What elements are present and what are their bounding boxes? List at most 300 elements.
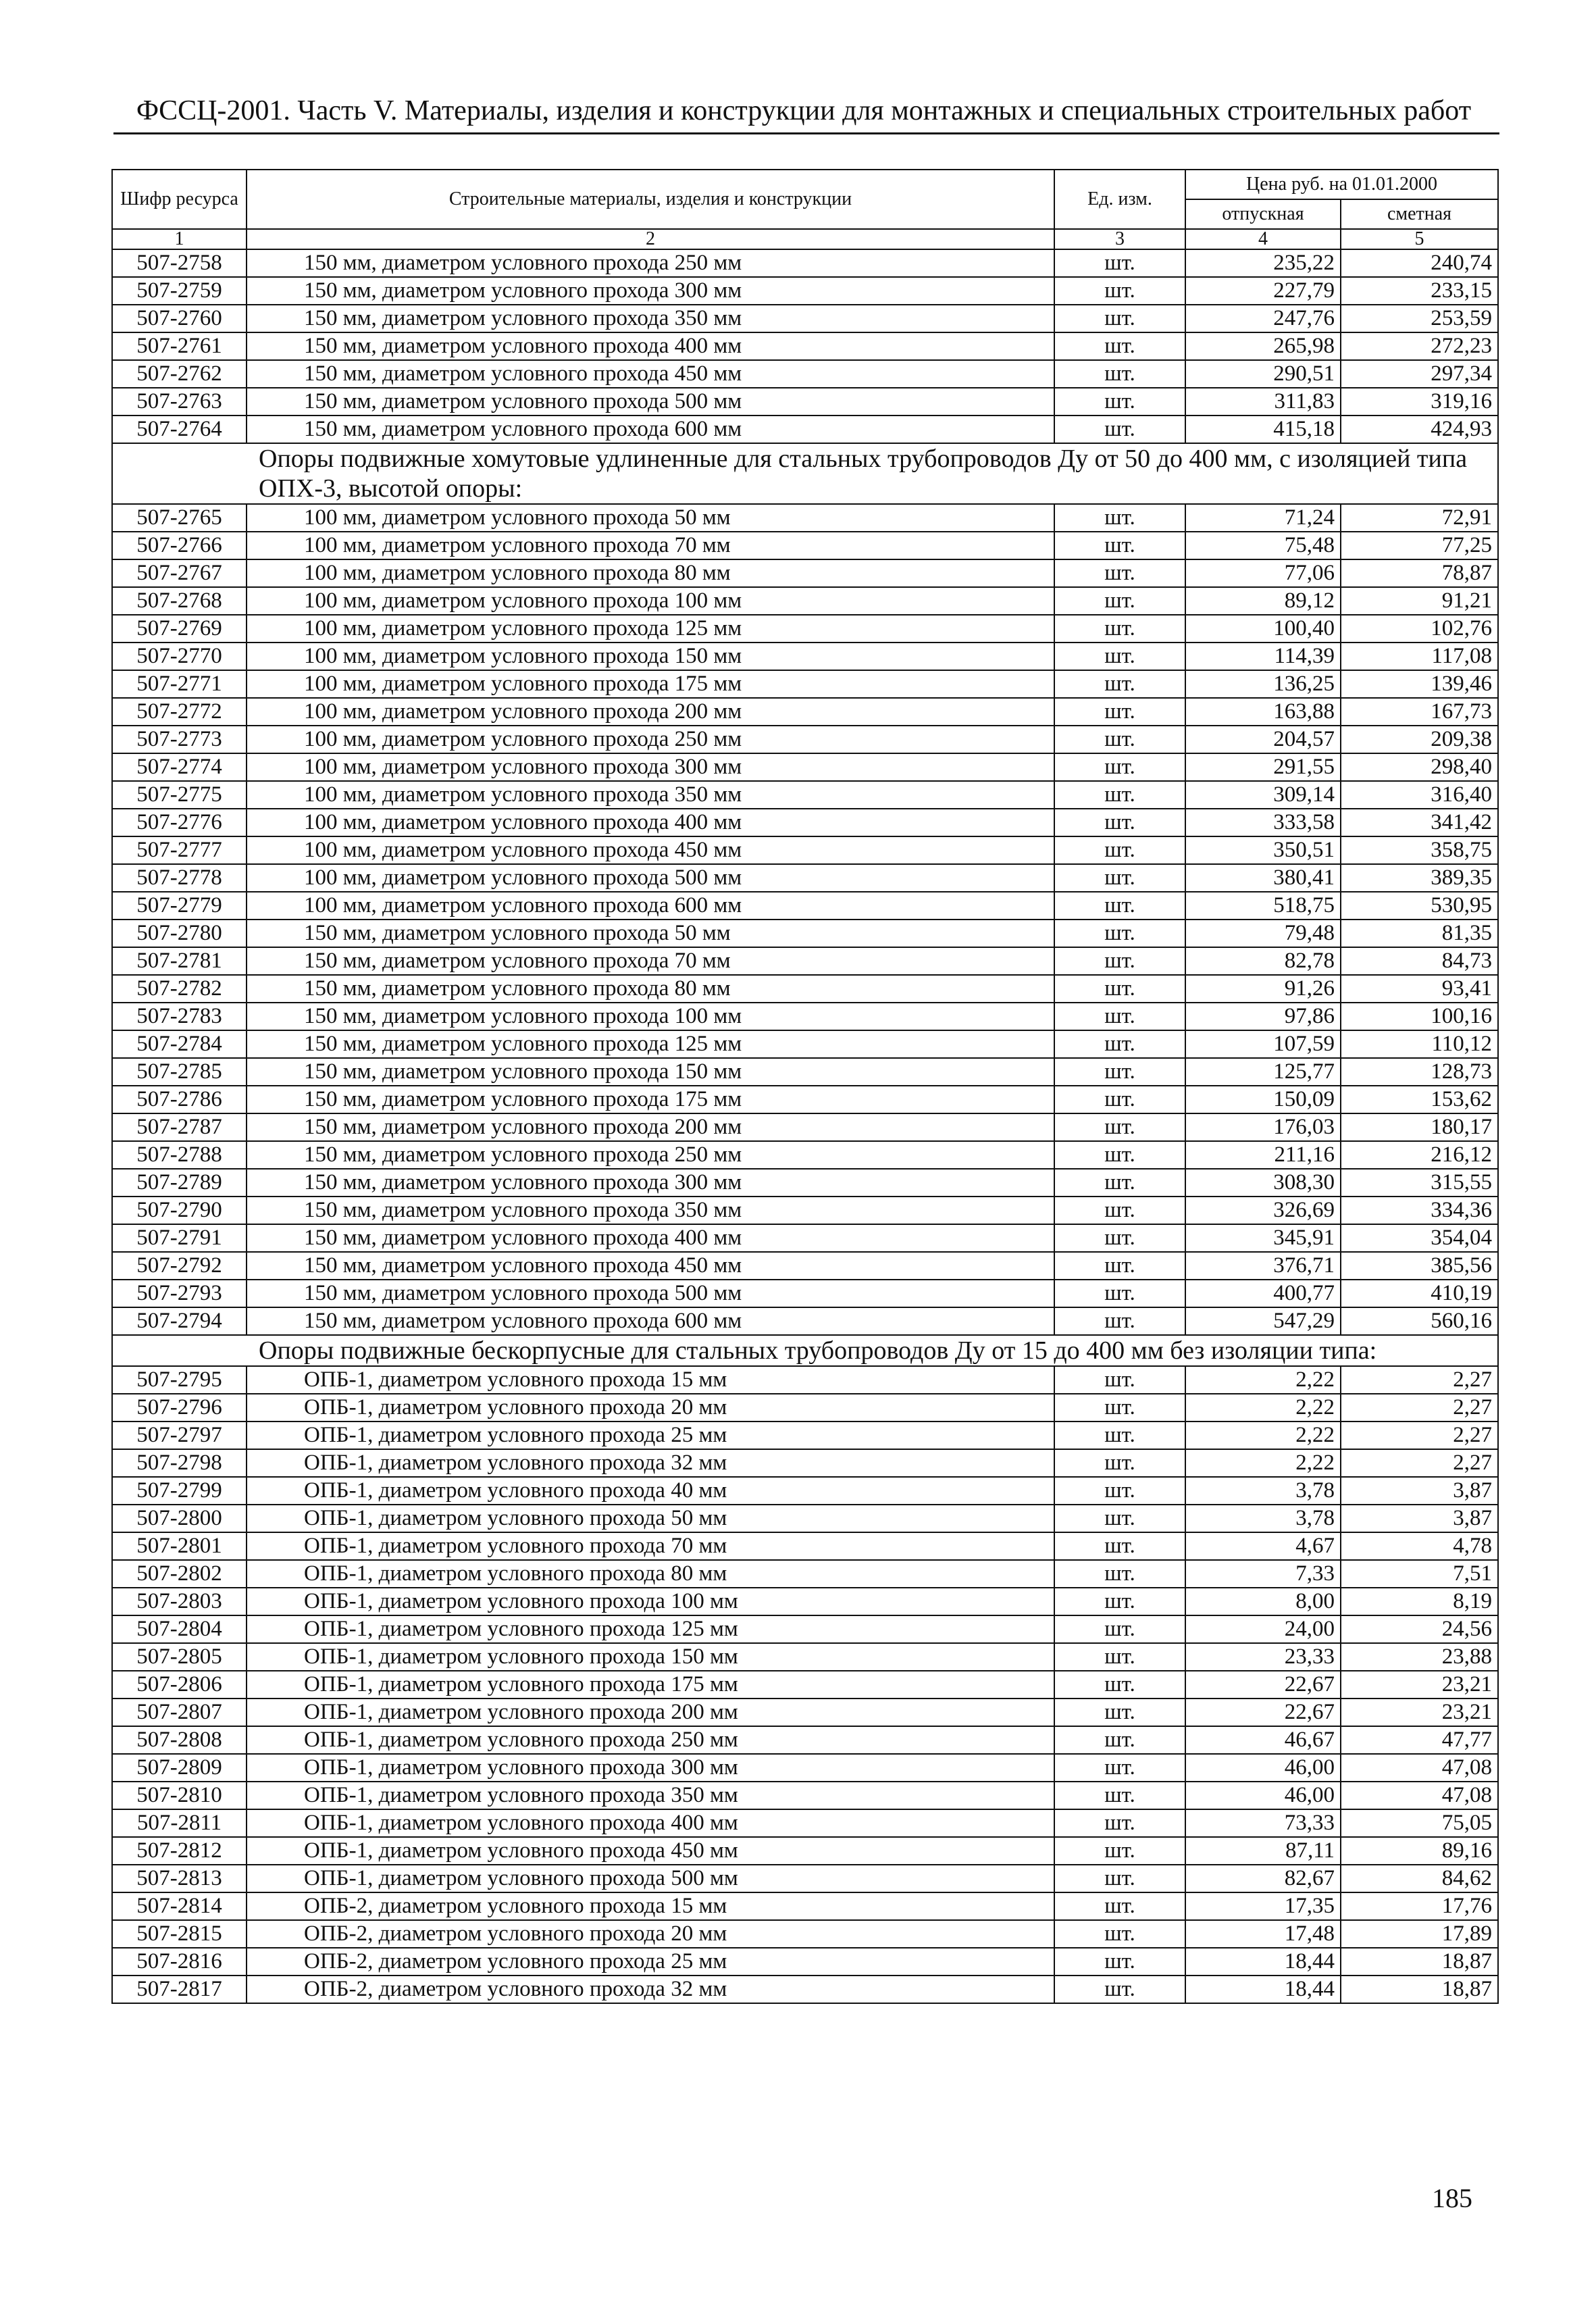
unit-cell: шт. bbox=[1054, 615, 1185, 643]
estimate-price-cell: 84,62 bbox=[1341, 1865, 1498, 1892]
table-row bbox=[112, 360, 1498, 388]
table-row bbox=[112, 332, 1498, 360]
estimate-price-cell: 180,17 bbox=[1341, 1113, 1498, 1141]
table-row bbox=[112, 1505, 1498, 1532]
material-name-cell: 100 мм, диаметром условного прохода 70 мм bbox=[247, 532, 1054, 559]
material-name-cell: 150 мм, диаметром условного прохода 350 мм bbox=[247, 305, 1054, 332]
table-row bbox=[112, 1307, 1498, 1335]
resource-code-cell: 507-2805 bbox=[112, 1643, 247, 1671]
unit-cell: шт. bbox=[1054, 1058, 1185, 1086]
unit-cell: шт. bbox=[1054, 892, 1185, 920]
resource-code-cell: 507-2816 bbox=[112, 1948, 247, 1976]
estimate-price-cell: 72,91 bbox=[1341, 504, 1498, 532]
release-price-cell: 380,41 bbox=[1185, 864, 1341, 892]
material-name-cell: 100 мм, диаметром условного прохода 50 мм bbox=[247, 504, 1054, 532]
release-price-cell: 89,12 bbox=[1185, 587, 1341, 615]
unit-cell: шт. bbox=[1054, 1560, 1185, 1588]
estimate-price-cell: 24,56 bbox=[1341, 1615, 1498, 1643]
table-row bbox=[112, 670, 1498, 698]
estimate-price-cell: 18,87 bbox=[1341, 1976, 1498, 2003]
table-row bbox=[112, 698, 1498, 726]
table-row bbox=[112, 1169, 1498, 1197]
estimate-price-cell: 2,27 bbox=[1341, 1422, 1498, 1449]
release-price-cell: 176,03 bbox=[1185, 1113, 1341, 1141]
material-name-cell: 150 мм, диаметром условного прохода 175 мм bbox=[247, 1086, 1054, 1113]
release-price-cell: 290,51 bbox=[1185, 360, 1341, 388]
material-name-cell: 150 мм, диаметром условного прохода 125 мм bbox=[247, 1030, 1054, 1058]
estimate-price-cell: 410,19 bbox=[1341, 1280, 1498, 1307]
resource-code-cell: 507-2801 bbox=[112, 1532, 247, 1560]
section-row bbox=[112, 443, 1498, 504]
estimate-price-cell: 89,16 bbox=[1341, 1837, 1498, 1865]
table-row bbox=[112, 809, 1498, 836]
unit-cell: шт. bbox=[1054, 698, 1185, 726]
material-name-cell: 150 мм, диаметром условного прохода 600 мм bbox=[247, 416, 1054, 443]
estimate-price-cell: 216,12 bbox=[1341, 1141, 1498, 1169]
unit-cell: шт. bbox=[1054, 1920, 1185, 1948]
unit-cell: шт. bbox=[1054, 1809, 1185, 1837]
estimate-price-cell: 530,95 bbox=[1341, 892, 1498, 920]
unit-cell: шт. bbox=[1054, 753, 1185, 781]
table-row bbox=[112, 1782, 1498, 1809]
material-name-cell: 150 мм, диаметром условного прохода 200 мм bbox=[247, 1113, 1054, 1141]
table-row bbox=[112, 1197, 1498, 1224]
release-price-cell: 136,25 bbox=[1185, 670, 1341, 698]
table-row bbox=[112, 1726, 1498, 1754]
resource-code-cell: 507-2812 bbox=[112, 1837, 247, 1865]
material-name-cell: 100 мм, диаметром условного прохода 300 мм bbox=[247, 753, 1054, 781]
estimate-price-cell: 354,04 bbox=[1341, 1224, 1498, 1252]
resource-code-cell: 507-2813 bbox=[112, 1865, 247, 1892]
release-price-cell: 291,55 bbox=[1185, 753, 1341, 781]
unit-cell: шт. bbox=[1054, 864, 1185, 892]
estimate-price-cell: 7,51 bbox=[1341, 1560, 1498, 1588]
estimate-price-cell: 272,23 bbox=[1341, 332, 1498, 360]
unit-cell: шт. bbox=[1054, 1782, 1185, 1809]
unit-cell: шт. bbox=[1054, 1086, 1185, 1113]
table-row bbox=[112, 1224, 1498, 1252]
estimate-price-cell: 110,12 bbox=[1341, 1030, 1498, 1058]
resource-code-cell: 507-2802 bbox=[112, 1560, 247, 1588]
estimate-price-cell: 47,08 bbox=[1341, 1782, 1498, 1809]
resource-code-cell: 507-2788 bbox=[112, 1141, 247, 1169]
estimate-price-cell: 128,73 bbox=[1341, 1058, 1498, 1086]
table-row bbox=[112, 1058, 1498, 1086]
release-price-cell: 2,22 bbox=[1185, 1366, 1341, 1394]
release-price-cell: 163,88 bbox=[1185, 698, 1341, 726]
estimate-price-cell: 334,36 bbox=[1341, 1197, 1498, 1224]
release-price-cell: 71,24 bbox=[1185, 504, 1341, 532]
table-row bbox=[112, 1892, 1498, 1920]
resource-code-cell: 507-2803 bbox=[112, 1588, 247, 1615]
material-name-cell: 150 мм, диаметром условного прохода 400 мм bbox=[247, 332, 1054, 360]
unit-cell: шт. bbox=[1054, 1976, 1185, 2003]
estimate-price-cell: 84,73 bbox=[1341, 947, 1498, 975]
material-name-cell: 100 мм, диаметром условного прохода 250 мм bbox=[247, 726, 1054, 753]
resource-code-cell: 507-2808 bbox=[112, 1726, 247, 1754]
resource-code-cell: 507-2778 bbox=[112, 864, 247, 892]
material-name-cell: 150 мм, диаметром условного прохода 400 мм bbox=[247, 1224, 1054, 1252]
resource-code-cell: 507-2792 bbox=[112, 1252, 247, 1280]
unit-cell: шт. bbox=[1054, 1422, 1185, 1449]
release-price-cell: 79,48 bbox=[1185, 920, 1341, 947]
section-title: Опоры подвижные хомутовые удлиненные для стальных трубопроводов Ду от 50 до 400 мм, с изоляцией типа ОПХ-3, высотой опоры: bbox=[112, 443, 1498, 504]
resource-code-cell: 507-2798 bbox=[112, 1449, 247, 1477]
release-price-cell: 73,33 bbox=[1185, 1809, 1341, 1837]
estimate-price-cell: 560,16 bbox=[1341, 1307, 1498, 1335]
resource-code-cell: 507-2784 bbox=[112, 1030, 247, 1058]
release-price-cell: 97,86 bbox=[1185, 1003, 1341, 1030]
table-row bbox=[112, 1086, 1498, 1113]
material-name-cell: 150 мм, диаметром условного прохода 150 мм bbox=[247, 1058, 1054, 1086]
release-price-cell: 17,35 bbox=[1185, 1892, 1341, 1920]
header-release: отпускная bbox=[1185, 199, 1341, 229]
unit-cell: шт. bbox=[1054, 1477, 1185, 1505]
release-price-cell: 204,57 bbox=[1185, 726, 1341, 753]
release-price-cell: 211,16 bbox=[1185, 1141, 1341, 1169]
page-number: 185 bbox=[1432, 2183, 1472, 2213]
column-number: 4 bbox=[1185, 229, 1341, 249]
resource-code-cell: 507-2762 bbox=[112, 360, 247, 388]
estimate-price-cell: 2,27 bbox=[1341, 1394, 1498, 1422]
release-price-cell: 265,98 bbox=[1185, 332, 1341, 360]
resource-code-cell: 507-2806 bbox=[112, 1671, 247, 1699]
unit-cell: шт. bbox=[1054, 1113, 1185, 1141]
unit-cell: шт. bbox=[1054, 416, 1185, 443]
estimate-price-cell: 75,05 bbox=[1341, 1809, 1498, 1837]
table-row bbox=[112, 1865, 1498, 1892]
release-price-cell: 311,83 bbox=[1185, 388, 1341, 416]
unit-cell: шт. bbox=[1054, 360, 1185, 388]
unit-cell: шт. bbox=[1054, 726, 1185, 753]
estimate-price-cell: 139,46 bbox=[1341, 670, 1498, 698]
section-title: Опоры подвижные бескорпусные для стальных трубопроводов Ду от 15 до 400 мм без изоляции типа: bbox=[112, 1335, 1498, 1366]
material-name-cell: ОПБ-1, диаметром условного прохода 200 мм bbox=[247, 1699, 1054, 1726]
table-row bbox=[112, 864, 1498, 892]
resource-code-cell: 507-2811 bbox=[112, 1809, 247, 1837]
estimate-price-cell: 253,59 bbox=[1341, 305, 1498, 332]
release-price-cell: 2,22 bbox=[1185, 1422, 1341, 1449]
estimate-price-cell: 17,76 bbox=[1341, 1892, 1498, 1920]
material-name-cell: ОПБ-1, диаметром условного прохода 125 мм bbox=[247, 1615, 1054, 1643]
resource-code-cell: 507-2780 bbox=[112, 920, 247, 947]
material-name-cell: ОПБ-1, диаметром условного прохода 50 мм bbox=[247, 1505, 1054, 1532]
estimate-price-cell: 315,55 bbox=[1341, 1169, 1498, 1197]
material-name-cell: ОПБ-1, диаметром условного прохода 20 мм bbox=[247, 1394, 1054, 1422]
table-row bbox=[112, 947, 1498, 975]
resource-code-cell: 507-2777 bbox=[112, 836, 247, 864]
estimate-price-cell: 8,19 bbox=[1341, 1588, 1498, 1615]
table-row bbox=[112, 1837, 1498, 1865]
column-number: 3 bbox=[1054, 229, 1185, 249]
release-price-cell: 235,22 bbox=[1185, 249, 1341, 277]
estimate-price-cell: 100,16 bbox=[1341, 1003, 1498, 1030]
unit-cell: шт. bbox=[1054, 388, 1185, 416]
material-name-cell: ОПБ-1, диаметром условного прохода 25 мм bbox=[247, 1422, 1054, 1449]
release-price-cell: 77,06 bbox=[1185, 559, 1341, 587]
header-code: Шифр ресурса bbox=[112, 170, 247, 229]
resource-code-cell: 507-2761 bbox=[112, 332, 247, 360]
resource-code-cell: 507-2782 bbox=[112, 975, 247, 1003]
material-name-cell: 100 мм, диаметром условного прохода 200 мм bbox=[247, 698, 1054, 726]
estimate-price-cell: 17,89 bbox=[1341, 1920, 1498, 1948]
estimate-price-cell: 297,34 bbox=[1341, 360, 1498, 388]
release-price-cell: 518,75 bbox=[1185, 892, 1341, 920]
table-row bbox=[112, 1920, 1498, 1948]
resource-code-cell: 507-2771 bbox=[112, 670, 247, 698]
unit-cell: шт. bbox=[1054, 1280, 1185, 1307]
material-name-cell: 150 мм, диаметром условного прохода 450 мм bbox=[247, 1252, 1054, 1280]
table-row bbox=[112, 1699, 1498, 1726]
release-price-cell: 415,18 bbox=[1185, 416, 1341, 443]
table-row bbox=[112, 892, 1498, 920]
release-price-cell: 107,59 bbox=[1185, 1030, 1341, 1058]
table-row bbox=[112, 1449, 1498, 1477]
material-name-cell: 100 мм, диаметром условного прохода 80 мм bbox=[247, 559, 1054, 587]
table-row bbox=[112, 1113, 1498, 1141]
material-name-cell: ОПБ-1, диаметром условного прохода 400 мм bbox=[247, 1809, 1054, 1837]
material-name-cell: 100 мм, диаметром условного прохода 350 мм bbox=[247, 781, 1054, 809]
unit-cell: шт. bbox=[1054, 1366, 1185, 1394]
material-name-cell: 100 мм, диаметром условного прохода 500 мм bbox=[247, 864, 1054, 892]
resource-code-cell: 507-2770 bbox=[112, 643, 247, 670]
resource-code-cell: 507-2795 bbox=[112, 1366, 247, 1394]
estimate-price-cell: 319,16 bbox=[1341, 388, 1498, 416]
unit-cell: шт. bbox=[1054, 809, 1185, 836]
table-row bbox=[112, 1280, 1498, 1307]
unit-cell: шт. bbox=[1054, 277, 1185, 305]
table-row bbox=[112, 587, 1498, 615]
table-header bbox=[112, 170, 1498, 249]
release-price-cell: 23,33 bbox=[1185, 1643, 1341, 1671]
material-name-cell: 100 мм, диаметром условного прохода 600 мм bbox=[247, 892, 1054, 920]
page-title: ФССЦ-2001. Часть V. Материалы, изделия и конструкции для монтажных и специальных строительных работ bbox=[136, 95, 1472, 126]
unit-cell: шт. bbox=[1054, 1671, 1185, 1699]
table-row bbox=[112, 1366, 1498, 1394]
estimate-price-cell: 233,15 bbox=[1341, 277, 1498, 305]
release-price-cell: 309,14 bbox=[1185, 781, 1341, 809]
resource-code-cell: 507-2787 bbox=[112, 1113, 247, 1141]
material-name-cell: ОПБ-1, диаметром условного прохода 500 мм bbox=[247, 1865, 1054, 1892]
release-price-cell: 326,69 bbox=[1185, 1197, 1341, 1224]
estimate-price-cell: 91,21 bbox=[1341, 587, 1498, 615]
resource-code-cell: 507-2774 bbox=[112, 753, 247, 781]
header-unit: Ед. изм. bbox=[1054, 170, 1185, 229]
release-price-cell: 46,00 bbox=[1185, 1754, 1341, 1782]
release-price-cell: 3,78 bbox=[1185, 1477, 1341, 1505]
release-price-cell: 227,79 bbox=[1185, 277, 1341, 305]
material-name-cell: 150 мм, диаметром условного прохода 500 мм bbox=[247, 1280, 1054, 1307]
column-number: 2 bbox=[247, 229, 1054, 249]
material-name-cell: ОПБ-1, диаметром условного прохода 100 мм bbox=[247, 1588, 1054, 1615]
unit-cell: шт. bbox=[1054, 1726, 1185, 1754]
unit-cell: шт. bbox=[1054, 1197, 1185, 1224]
release-price-cell: 125,77 bbox=[1185, 1058, 1341, 1086]
table-row bbox=[112, 920, 1498, 947]
unit-cell: шт. bbox=[1054, 1837, 1185, 1865]
resource-code-cell: 507-2799 bbox=[112, 1477, 247, 1505]
header-estimate: сметная bbox=[1341, 199, 1498, 229]
resource-code-cell: 507-2810 bbox=[112, 1782, 247, 1809]
resource-code-cell: 507-2772 bbox=[112, 698, 247, 726]
unit-cell: шт. bbox=[1054, 1003, 1185, 1030]
estimate-price-cell: 389,35 bbox=[1341, 864, 1498, 892]
unit-cell: шт. bbox=[1054, 1252, 1185, 1280]
section-row bbox=[112, 1335, 1498, 1366]
release-price-cell: 376,71 bbox=[1185, 1252, 1341, 1280]
table-row bbox=[112, 1643, 1498, 1671]
material-name-cell: 150 мм, диаметром условного прохода 250 мм bbox=[247, 249, 1054, 277]
estimate-price-cell: 385,56 bbox=[1341, 1252, 1498, 1280]
unit-cell: шт. bbox=[1054, 1865, 1185, 1892]
material-name-cell: 100 мм, диаметром условного прохода 125 мм bbox=[247, 615, 1054, 643]
resource-code-cell: 507-2817 bbox=[112, 1976, 247, 2003]
unit-cell: шт. bbox=[1054, 920, 1185, 947]
estimate-price-cell: 23,21 bbox=[1341, 1671, 1498, 1699]
resource-code-cell: 507-2767 bbox=[112, 559, 247, 587]
table-row bbox=[112, 1588, 1498, 1615]
estimate-price-cell: 358,75 bbox=[1341, 836, 1498, 864]
material-name-cell: ОПБ-2, диаметром условного прохода 25 мм bbox=[247, 1948, 1054, 1976]
estimate-price-cell: 23,21 bbox=[1341, 1699, 1498, 1726]
material-name-cell: 100 мм, диаметром условного прохода 450 мм bbox=[247, 836, 1054, 864]
release-price-cell: 82,78 bbox=[1185, 947, 1341, 975]
unit-cell: шт. bbox=[1054, 1699, 1185, 1726]
resource-code-cell: 507-2781 bbox=[112, 947, 247, 975]
table-row bbox=[112, 975, 1498, 1003]
material-name-cell: 150 мм, диаметром условного прохода 350 мм bbox=[247, 1197, 1054, 1224]
table-row bbox=[112, 753, 1498, 781]
unit-cell: шт. bbox=[1054, 975, 1185, 1003]
material-name-cell: 150 мм, диаметром условного прохода 50 мм bbox=[247, 920, 1054, 947]
unit-cell: шт. bbox=[1054, 1754, 1185, 1782]
unit-cell: шт. bbox=[1054, 643, 1185, 670]
material-name-cell: 100 мм, диаметром условного прохода 100 мм bbox=[247, 587, 1054, 615]
release-price-cell: 247,76 bbox=[1185, 305, 1341, 332]
table-row bbox=[112, 388, 1498, 416]
unit-cell: шт. bbox=[1054, 504, 1185, 532]
table-row bbox=[112, 1422, 1498, 1449]
material-name-cell: ОПБ-1, диаметром условного прохода 150 мм bbox=[247, 1643, 1054, 1671]
table-row bbox=[112, 1948, 1498, 1976]
resource-code-cell: 507-2776 bbox=[112, 809, 247, 836]
unit-cell: шт. bbox=[1054, 1224, 1185, 1252]
table-row bbox=[112, 305, 1498, 332]
release-price-cell: 547,29 bbox=[1185, 1307, 1341, 1335]
material-name-cell: 150 мм, диаметром условного прохода 70 мм bbox=[247, 947, 1054, 975]
estimate-price-cell: 167,73 bbox=[1341, 698, 1498, 726]
table-row bbox=[112, 504, 1498, 532]
unit-cell: шт. bbox=[1054, 1030, 1185, 1058]
resource-code-cell: 507-2791 bbox=[112, 1224, 247, 1252]
release-price-cell: 2,22 bbox=[1185, 1449, 1341, 1477]
resource-code-cell: 507-2804 bbox=[112, 1615, 247, 1643]
release-price-cell: 345,91 bbox=[1185, 1224, 1341, 1252]
material-name-cell: ОПБ-1, диаметром условного прохода 40 мм bbox=[247, 1477, 1054, 1505]
release-price-cell: 150,09 bbox=[1185, 1086, 1341, 1113]
estimate-price-cell: 316,40 bbox=[1341, 781, 1498, 809]
estimate-price-cell: 93,41 bbox=[1341, 975, 1498, 1003]
table-row bbox=[112, 1560, 1498, 1588]
unit-cell: шт. bbox=[1054, 670, 1185, 698]
table-row bbox=[112, 1003, 1498, 1030]
material-name-cell: 150 мм, диаметром условного прохода 600 мм bbox=[247, 1307, 1054, 1335]
unit-cell: шт. bbox=[1054, 532, 1185, 559]
table-row bbox=[112, 1754, 1498, 1782]
material-name-cell: 150 мм, диаметром условного прохода 500 мм bbox=[247, 388, 1054, 416]
unit-cell: шт. bbox=[1054, 1449, 1185, 1477]
release-price-cell: 3,78 bbox=[1185, 1505, 1341, 1532]
release-price-cell: 4,67 bbox=[1185, 1532, 1341, 1560]
unit-cell: шт. bbox=[1054, 947, 1185, 975]
header-name: Строительные материалы, изделия и конструкции bbox=[247, 170, 1054, 229]
column-number: 1 bbox=[112, 229, 247, 249]
resource-code-cell: 507-2758 bbox=[112, 249, 247, 277]
table-row bbox=[112, 1252, 1498, 1280]
resource-code-cell: 507-2785 bbox=[112, 1058, 247, 1086]
resource-code-cell: 507-2768 bbox=[112, 587, 247, 615]
material-name-cell: ОПБ-2, диаметром условного прохода 20 мм bbox=[247, 1920, 1054, 1948]
estimate-price-cell: 240,74 bbox=[1341, 249, 1498, 277]
table-row bbox=[112, 615, 1498, 643]
unit-cell: шт. bbox=[1054, 1615, 1185, 1643]
table-row bbox=[112, 726, 1498, 753]
material-name-cell: 100 мм, диаметром условного прохода 400 мм bbox=[247, 809, 1054, 836]
resource-code-cell: 507-2779 bbox=[112, 892, 247, 920]
unit-cell: шт. bbox=[1054, 1892, 1185, 1920]
resource-code-cell: 507-2797 bbox=[112, 1422, 247, 1449]
table-row bbox=[112, 1030, 1498, 1058]
material-name-cell: 100 мм, диаметром условного прохода 175 мм bbox=[247, 670, 1054, 698]
resource-code-cell: 507-2793 bbox=[112, 1280, 247, 1307]
resource-code-cell: 507-2796 bbox=[112, 1394, 247, 1422]
table-row bbox=[112, 643, 1498, 670]
release-price-cell: 18,44 bbox=[1185, 1976, 1341, 2003]
unit-cell: шт. bbox=[1054, 1394, 1185, 1422]
title-rule bbox=[113, 132, 1499, 134]
resource-code-cell: 507-2786 bbox=[112, 1086, 247, 1113]
estimate-price-cell: 4,78 bbox=[1341, 1532, 1498, 1560]
material-name-cell: ОПБ-1, диаметром условного прохода 450 мм bbox=[247, 1837, 1054, 1865]
unit-cell: шт. bbox=[1054, 836, 1185, 864]
resource-code-cell: 507-2763 bbox=[112, 388, 247, 416]
table-row bbox=[112, 1141, 1498, 1169]
release-price-cell: 22,67 bbox=[1185, 1671, 1341, 1699]
resource-code-cell: 507-2809 bbox=[112, 1754, 247, 1782]
release-price-cell: 46,00 bbox=[1185, 1782, 1341, 1809]
estimate-price-cell: 298,40 bbox=[1341, 753, 1498, 781]
material-name-cell: ОПБ-1, диаметром условного прохода 250 мм bbox=[247, 1726, 1054, 1754]
unit-cell: шт. bbox=[1054, 305, 1185, 332]
unit-cell: шт. bbox=[1054, 1948, 1185, 1976]
material-name-cell: ОПБ-1, диаметром условного прохода 300 мм bbox=[247, 1754, 1054, 1782]
table-row bbox=[112, 1976, 1498, 2003]
table-row bbox=[112, 559, 1498, 587]
resource-code-cell: 507-2759 bbox=[112, 277, 247, 305]
table-row bbox=[112, 1671, 1498, 1699]
unit-cell: шт. bbox=[1054, 1532, 1185, 1560]
unit-cell: шт. bbox=[1054, 1588, 1185, 1615]
table-row bbox=[112, 1532, 1498, 1560]
resource-code-cell: 507-2775 bbox=[112, 781, 247, 809]
unit-cell: шт. bbox=[1054, 1141, 1185, 1169]
unit-cell: шт. bbox=[1054, 1505, 1185, 1532]
release-price-cell: 82,67 bbox=[1185, 1865, 1341, 1892]
estimate-price-cell: 117,08 bbox=[1341, 643, 1498, 670]
table-row bbox=[112, 781, 1498, 809]
release-price-cell: 400,77 bbox=[1185, 1280, 1341, 1307]
material-name-cell: ОПБ-2, диаметром условного прохода 32 мм bbox=[247, 1976, 1054, 2003]
